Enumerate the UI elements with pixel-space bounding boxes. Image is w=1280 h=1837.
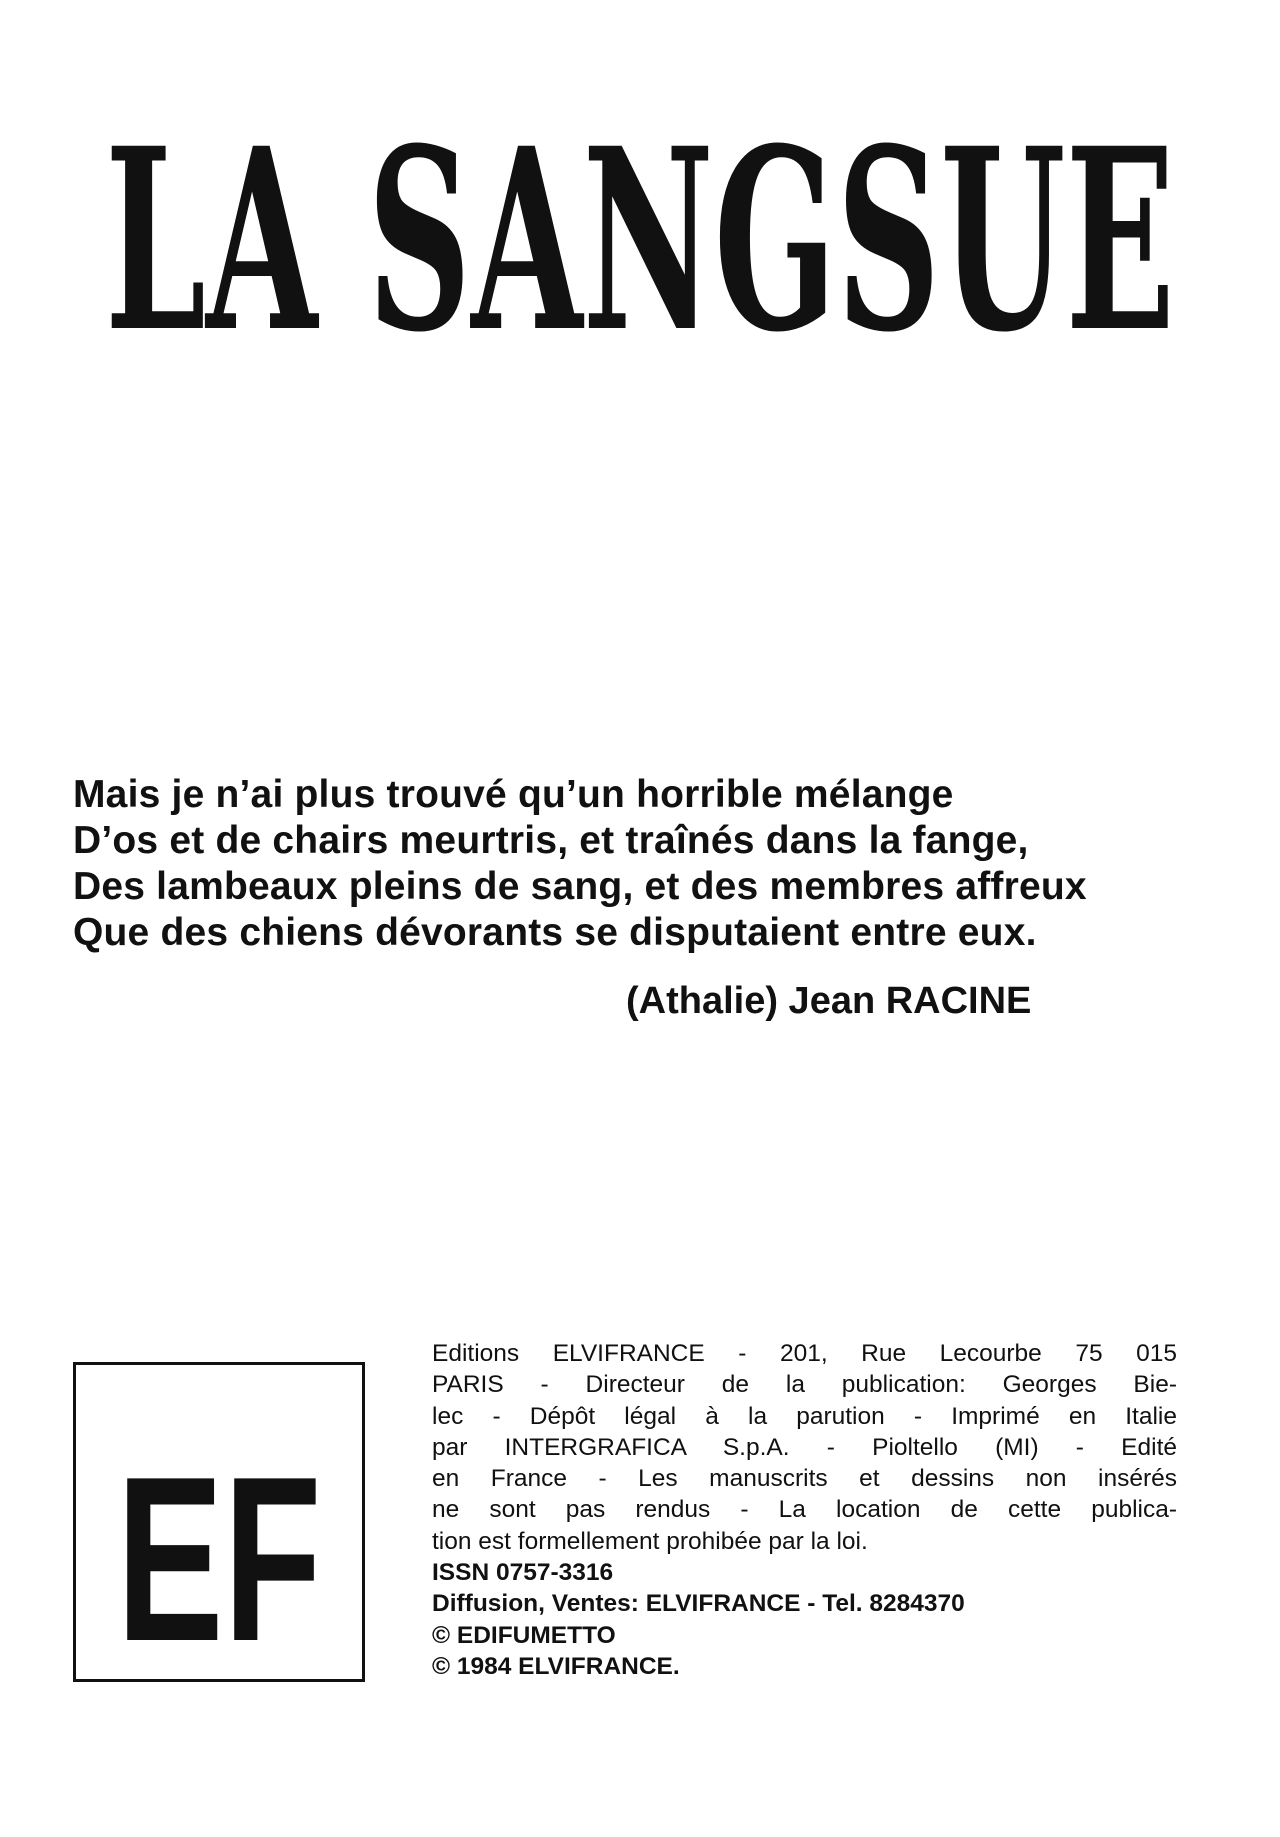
imprint-line: ne sont pas rendus - La location de cette publica- (432, 1496, 1177, 1524)
publisher-imprint (432, 1338, 1177, 1682)
publisher-logo-text: EF (116, 1427, 322, 1690)
diffusion-line: Diffusion, Ventes: ELVIFRANCE - Tel. 8284370 (432, 1590, 965, 1618)
imprint-line: PARIS - Directeur de la publication: Georges Bie- (432, 1371, 1177, 1399)
poem-line: D’os et de chairs meurtris, et traînés dans la fange, (73, 819, 1029, 862)
poem-line: Des lambeaux pleins de sang, et des membres affreux (73, 865, 1087, 908)
poem-line: Mais je n’ai plus trouvé qu’un horrible mélange (73, 773, 954, 816)
publisher-logo-graphic (76, 1365, 362, 1690)
book-title-text: LA SANGSUE (105, 93, 1175, 387)
imprint-line: en France - Les manuscrits et dessins non insérés (432, 1465, 1177, 1493)
copyright-line: © 1984 ELVIFRANCE. (432, 1652, 680, 1680)
poem-attribution: (Athalie) Jean RACINE (626, 980, 1032, 1022)
poem-line: Que des chiens dévorants se disputaient entre eux. (73, 911, 1037, 954)
imprint-line: lec - Dépôt légal à la parution - Imprimé en Italie (432, 1402, 1177, 1430)
poem-quote (73, 772, 1193, 956)
book-title-graphic (105, 93, 1175, 387)
imprint-line: Editions ELVIFRANCE - 201, Rue Lecourbe 75 015 (432, 1340, 1177, 1367)
imprint-line: tion est formellement prohibée par la loi. (432, 1527, 868, 1555)
issn-line: ISSN 0757-3316 (432, 1559, 614, 1587)
publisher-logo (73, 1362, 365, 1690)
copyright-line: © EDIFUMETTO (432, 1621, 616, 1649)
book-title (105, 93, 1175, 387)
imprint-line: par INTERGRAFICA S.p.A. - Pioltello (MI) - Edité (432, 1433, 1177, 1461)
